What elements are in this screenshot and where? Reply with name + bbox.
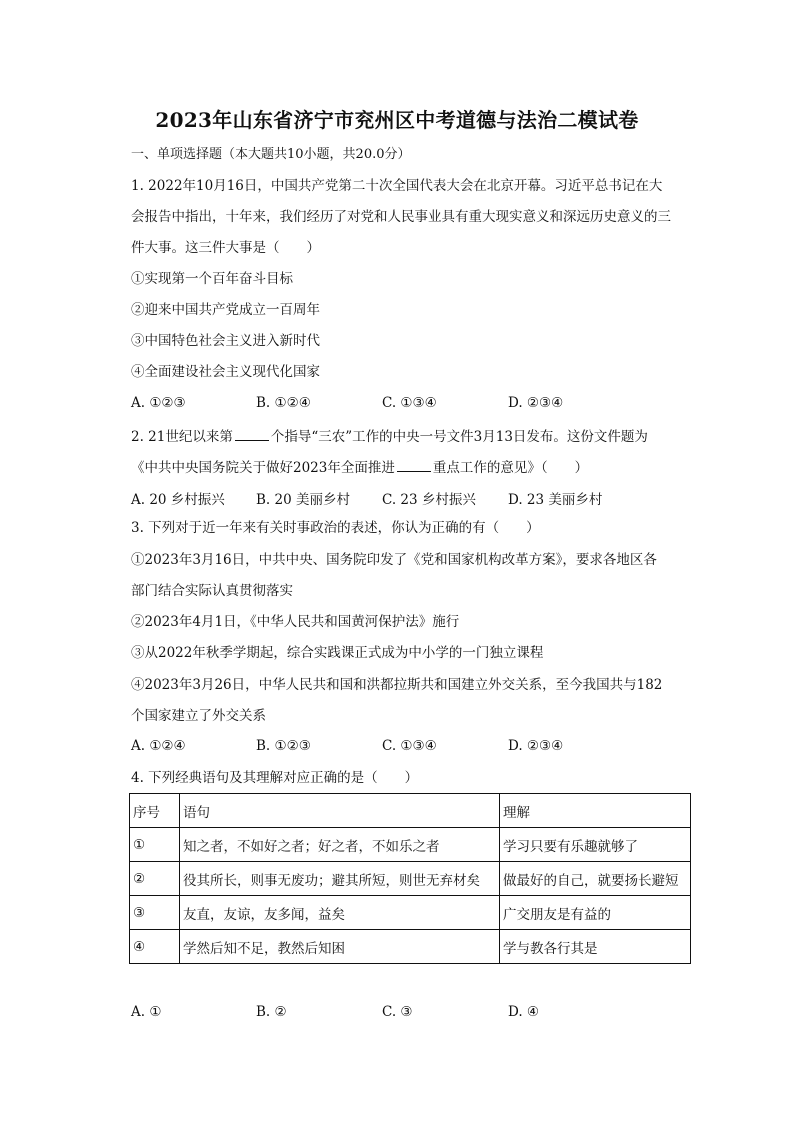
table-cell: 学与教各行其是	[500, 930, 691, 964]
q1-option-b[interactable]: B. ①②④	[256, 395, 311, 411]
fill-blank	[235, 426, 269, 441]
q4-stem: 4. 下列经典语句及其理解对应正确的是（ ）	[131, 770, 419, 786]
fill-blank	[397, 457, 431, 472]
q1-stem-line: 件大事。这三件大事是（ ）	[131, 240, 320, 256]
header-cell: 序号	[130, 794, 180, 828]
q1-option-d[interactable]: D. ②③④	[508, 395, 564, 411]
table-cell: ①	[130, 828, 180, 862]
table-cell: 学然后知不足，教然后知困	[180, 930, 500, 964]
q3-item: 个国家建立了外交关系	[131, 708, 266, 724]
exam-title: 2023年山东省济宁市兖州区中考道德与法治二模试卷	[155, 108, 639, 132]
q2-stem-part: 《中共中央国务院关于做好2023年全面推进	[131, 460, 395, 476]
q4-options	[131, 1004, 651, 1022]
q1-option-a[interactable]: A. ①②③	[131, 395, 186, 411]
table-cell: ③	[130, 896, 180, 930]
q2-option-c[interactable]: C. 23 乡村振兴	[382, 492, 476, 508]
q3-option-c[interactable]: C. ①③④	[382, 738, 437, 754]
q2-stem-part: 2. 21世纪以来第	[131, 429, 233, 445]
table-row	[130, 862, 691, 896]
q1-stem-line: 1. 2022年10月16日，中国共产党第二十次全国代表大会在北京开幕。习近平总书记在大	[131, 178, 663, 194]
q1-item: ②迎来中国共产党成立一百周年	[131, 302, 320, 318]
q3-option-d[interactable]: D. ②③④	[508, 738, 564, 754]
table-cell: 做最好的自己，就要扬长避短	[500, 862, 691, 896]
q1-item: ③中国特色社会主义进入新时代	[131, 333, 320, 349]
q2-stem-part: 重点工作的意见》（ ）	[432, 460, 589, 476]
table-row	[130, 930, 691, 964]
q1-stem-line: 会报告中指出，十年来，我们经历了对党和人民事业具有重大现实意义和深远历史意义的三	[131, 209, 671, 225]
q1-item: ④全面建设社会主义现代化国家	[131, 364, 320, 380]
q4-option-a[interactable]: A. ①	[131, 1004, 162, 1020]
q3-item: ③从2022年秋季学期起，综合实践课正式成为中小学的一门独立课程	[131, 645, 544, 661]
q1-option-c[interactable]: C. ①③④	[382, 395, 437, 411]
q2-option-a[interactable]: A. 20 乡村振兴	[131, 492, 225, 508]
q2-stem-part: 个指导“三农”工作的中央一号文件3月13日发布。这份文件题为	[270, 429, 648, 445]
q2-options	[131, 488, 651, 506]
table-cell: 学习只要有乐趣就够了	[500, 828, 691, 862]
table-cell: 役其所长，则事无废功；避其所短，则世无弃材矣	[180, 862, 500, 896]
q2-stem-line	[131, 457, 588, 477]
q3-item: ④2023年3月26日，中华人民共和国和洪都拉斯共和国建立外交关系，至今我国共与182	[131, 677, 663, 693]
q4-option-c[interactable]: C. ③	[382, 1004, 413, 1020]
q3-item: 部门结合实际认真贯彻落实	[131, 583, 293, 599]
q3-item: ②2023年4月1日，《中华人民共和国黄河保护法》施行	[131, 614, 460, 630]
table-cell: ②	[130, 862, 180, 896]
q2-option-b[interactable]: B. 20 美丽乡村	[256, 492, 350, 508]
q4-table	[129, 793, 691, 964]
q3-stem: 3. 下列对于近一年来有关时事政治的表述，你认为正确的有（ ）	[131, 520, 540, 536]
q2-option-d[interactable]: D. 23 美丽乡村	[508, 492, 603, 508]
q1-item: ①实现第一个百年奋斗目标	[131, 271, 293, 287]
section-heading: 一、单项选择题（本大题共10小题，共20.0分）	[131, 147, 411, 162]
table-cell: 广交朋友是有益的	[500, 896, 691, 930]
q1-options	[131, 395, 651, 413]
table-cell: 知之者，不如好之者；好之者，不如乐之者	[180, 828, 500, 862]
table-cell: ④	[130, 930, 180, 964]
table-row	[130, 828, 691, 862]
q4-option-d[interactable]: D. ④	[508, 1004, 540, 1020]
header-cell: 语句	[180, 794, 500, 828]
q3-options	[131, 738, 651, 756]
header-cell: 理解	[500, 794, 691, 828]
q3-item: ①2023年3月16日，中共中央、国务院印发了《党和国家机构改革方案》，要求各地区各	[131, 552, 657, 568]
q3-option-a[interactable]: A. ①②④	[131, 738, 186, 754]
q2-stem-line	[131, 426, 648, 446]
table-row	[130, 896, 691, 930]
q3-option-b[interactable]: B. ①②③	[256, 738, 311, 754]
table-cell: 友直，友谅，友多闻，益矣	[180, 896, 500, 930]
q4-option-b[interactable]: B. ②	[256, 1004, 287, 1020]
table-header-row	[130, 794, 691, 828]
